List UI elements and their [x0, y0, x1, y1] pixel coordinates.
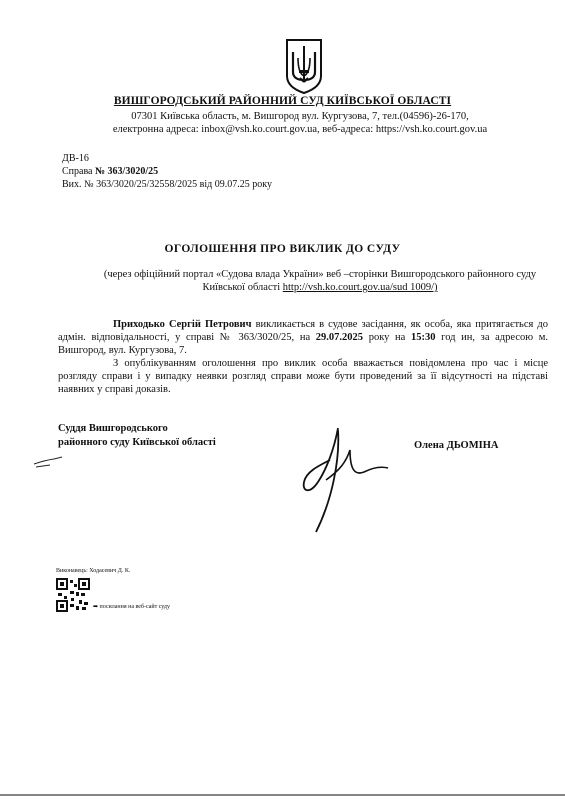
qr-note: ➡ посилання на веб-сайт суду	[93, 604, 170, 610]
qr-code-icon[interactable]	[56, 578, 90, 612]
notice-publication-note	[85, 268, 555, 294]
case-label: Справа	[62, 166, 93, 177]
outgoing-number: Вих. № 363/3020/25/32558/2025 від 09.07.25 року	[62, 179, 272, 190]
court-email-website: електронна адреса: inbox@vsh.ko.court.gov.ua, веб-адреса: https://vsh.ko.court.gov.ua	[112, 124, 488, 135]
notice-body	[58, 318, 548, 396]
summons-paragraph: Приходько Сергій Петрович викликається в судове засідання, як особа, яка притягається до адмін. відповідальності, у справі № 363/3020/25, на 29.07.2025 року на 15:30 год ин, за адресою м. Вишгород, вул. Кургузова, 7.	[58, 319, 548, 356]
coat-of-arms-icon	[285, 38, 323, 94]
publication-text: (через офіційний портал «Судова влада України» веб –сторінки Вишгородського районного суду Київської області	[103, 269, 537, 293]
summoned-person: Приходько Сергій Петрович	[113, 319, 252, 330]
court-name: ВИШГОРОДСЬКИЙ РАЙОННИЙ СУД КИЇВСЬКОЇ ОБЛАСТІ	[113, 95, 452, 107]
executor-note: Виконавець: Ходасевич Д. К.	[56, 568, 131, 574]
form-code: ДВ-16	[62, 153, 89, 164]
document-meta	[62, 152, 272, 191]
court-contacts	[60, 110, 540, 136]
handwritten-signature	[280, 420, 410, 540]
pen-mark	[32, 450, 64, 470]
case-number-line	[62, 165, 272, 178]
scan-bottom-edge	[0, 794, 565, 796]
arrow-right-icon: ➡	[93, 604, 99, 610]
case-number: № 363/3020/25	[95, 166, 159, 177]
notification-paragraph: З опублікуванням оголошення про виклик особа вважається повідомлена про час і місце розгляду справи і у випадку неявки розгляд справи може бути проведений за її відсутності на підставі наявних у справі доказів.	[58, 358, 548, 395]
judge-name: Олена ДЬОМІНА	[414, 440, 499, 451]
hearing-date: 29.07.2025	[315, 332, 364, 343]
hearing-time: 15:30	[411, 332, 436, 343]
notice-title: ОГОЛОШЕННЯ ПРО ВИКЛИК ДО СУДУ	[164, 243, 401, 255]
judge-title: Суддя Вишгородського районного суду Київської області	[58, 423, 216, 448]
court-address: 07301 Київська область, м. Вишгород вул. Кургузова, 7, тел.(04596)-26-170,	[131, 111, 469, 122]
court-website-link[interactable]: http://vsh.ko.court.gov.ua/sud 1009/)	[282, 282, 438, 293]
